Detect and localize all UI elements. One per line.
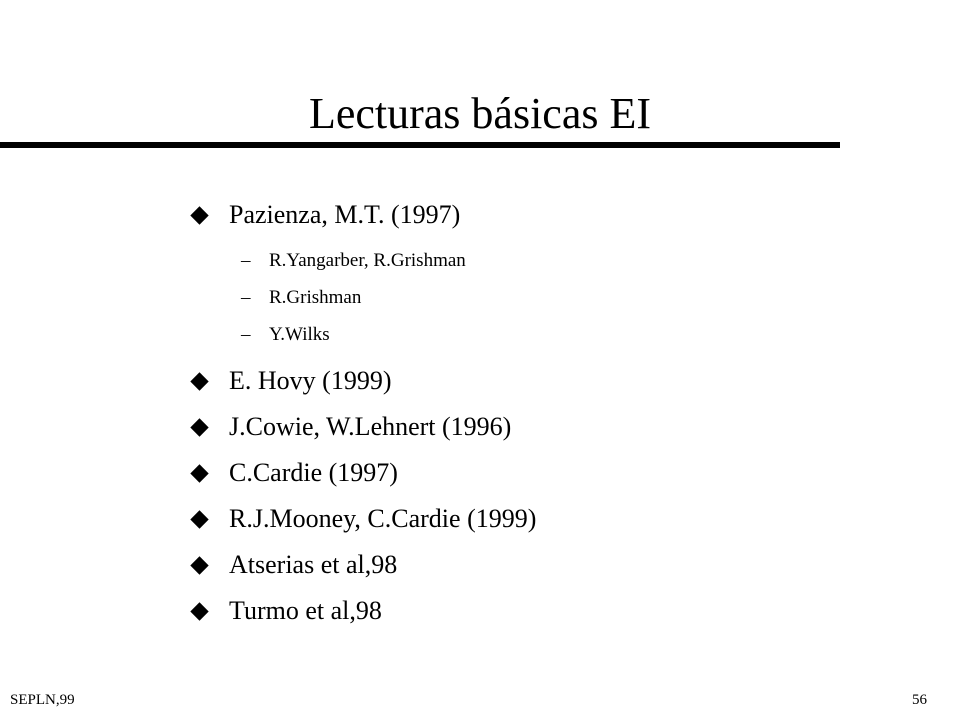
list-item-text: Atserias et al,98 <box>229 550 398 579</box>
list-item-text: C.Cardie (1997) <box>229 458 398 487</box>
list-item-text: Turmo et al,98 <box>229 596 382 625</box>
list-item-text: R.J.Mooney, C.Cardie (1999) <box>229 504 537 533</box>
diamond-bullet-icon <box>190 206 208 224</box>
slide-title: Lecturas básicas EI <box>308 89 652 138</box>
diamond-bullet-icon <box>190 418 208 436</box>
page-number: 56 <box>912 692 927 708</box>
sub-list-item <box>241 249 466 273</box>
diamond-bullet-icon <box>190 602 208 620</box>
list-item-text: E. Hovy (1999) <box>229 366 392 395</box>
diamond-bullet-icon <box>190 556 208 574</box>
dash-bullet: – <box>241 324 251 345</box>
title-underline <box>0 142 840 148</box>
sub-list-item <box>241 323 330 347</box>
sub-list-item-text: R.Grishman <box>269 287 362 308</box>
dash-bullet: – <box>241 287 251 308</box>
diamond-bullet-icon <box>190 372 208 390</box>
list-item-text: J.Cowie, W.Lehnert (1996) <box>229 412 512 441</box>
dash-bullet: – <box>241 250 251 271</box>
footer-source: SEPLN,99 <box>10 692 75 708</box>
list-item-text: Pazienza, M.T. (1997) <box>229 200 461 229</box>
sub-list-item-text: R.Yangarber, R.Grishman <box>269 250 466 271</box>
sub-list-item-text: Y.Wilks <box>269 324 330 345</box>
diamond-bullet-icon <box>190 464 208 482</box>
sub-list-item <box>241 286 361 310</box>
diamond-bullet-icon <box>190 510 208 528</box>
